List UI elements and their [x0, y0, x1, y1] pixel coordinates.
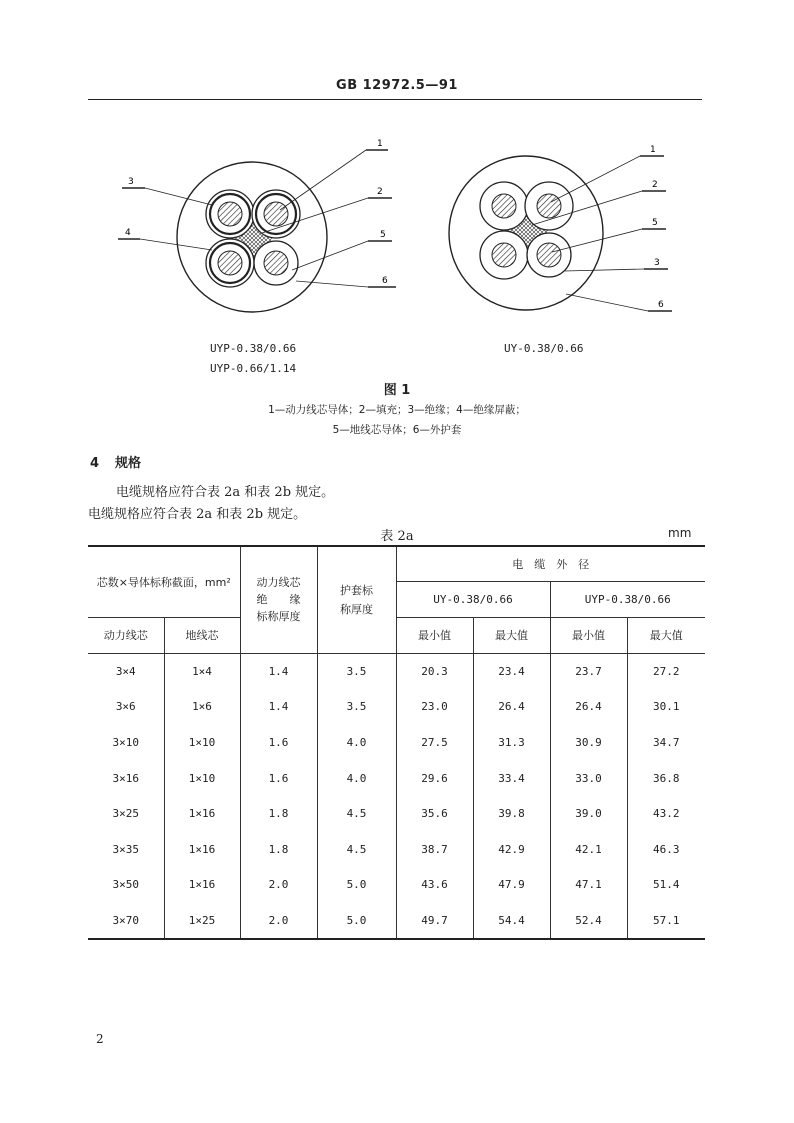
table-cell: 3×35 — [88, 831, 164, 867]
right-core-br-ground — [527, 233, 571, 277]
table-cell: 1.8 — [240, 796, 317, 832]
table-cell: 3×4 — [88, 653, 164, 689]
table-cell: 3×50 — [88, 867, 164, 903]
table-row — [88, 653, 705, 689]
table-cell: 49.7 — [396, 903, 473, 940]
header-ground-core: 地线芯 — [164, 617, 240, 653]
table-cell: 38.7 — [396, 831, 473, 867]
section-heading — [90, 452, 141, 471]
table-cell: 23.4 — [473, 653, 550, 689]
right-caption: UY-0.38/0.66 — [504, 342, 584, 355]
header-cores: 芯数×导体标称截面，mm² — [88, 546, 240, 617]
header-rule — [88, 99, 702, 100]
table-cell: 4.0 — [317, 725, 396, 761]
table-row — [88, 689, 705, 725]
table-cell: 30.1 — [627, 689, 705, 725]
left-label-6: 6 — [382, 276, 388, 286]
table-cell: 33.0 — [550, 760, 627, 796]
left-label-5: 5 — [380, 230, 386, 240]
table-cell: 1.6 — [240, 760, 317, 796]
table-cell: 1×16 — [164, 831, 240, 867]
table-cell: 3×25 — [88, 796, 164, 832]
left-caption-2: UYP-0.66/1.14 — [210, 362, 297, 375]
table-cell: 4.5 — [317, 831, 396, 867]
table-cell: 47.9 — [473, 867, 550, 903]
left-label-2: 2 — [377, 187, 383, 197]
header-uy-max: 最大值 — [473, 617, 550, 653]
table-cell: 3×16 — [88, 760, 164, 796]
page-number: 2 — [96, 1032, 104, 1046]
right-core-tl — [480, 182, 528, 230]
table-cell: 26.4 — [473, 689, 550, 725]
left-core-bl — [206, 239, 254, 287]
header-insulation — [240, 546, 317, 653]
table-cell: 1×25 — [164, 903, 240, 940]
figure-legend-line2: 5—地线芯导体；6—外护套 — [332, 424, 462, 436]
table-cell: 2.0 — [240, 867, 317, 903]
left-caption-1: UYP-0.38/0.66 — [210, 342, 297, 355]
right-core-tr — [525, 182, 573, 230]
table-cell: 23.7 — [550, 653, 627, 689]
table-cell: 4.0 — [317, 760, 396, 796]
table-cell: 46.3 — [627, 831, 705, 867]
header-uyp: UYP-0.38/0.66 — [550, 581, 705, 617]
table-cell: 30.9 — [550, 725, 627, 761]
right-cable-diagram — [449, 145, 672, 311]
table-row — [88, 796, 705, 832]
table-cell: 3×6 — [88, 689, 164, 725]
table-cell: 2.0 — [240, 903, 317, 940]
table-cell: 52.4 — [550, 903, 627, 940]
header-insulation-l1: 动力线芯 — [256, 576, 301, 590]
table-cell: 3×10 — [88, 725, 164, 761]
table-cell: 1×4 — [164, 653, 240, 689]
table-cell: 1.6 — [240, 725, 317, 761]
table-cell: 27.2 — [627, 653, 705, 689]
table-row — [88, 831, 705, 867]
header-outer-diameter: 电 缆 外 径 — [396, 546, 705, 581]
table-cell: 1.8 — [240, 831, 317, 867]
table-cell: 23.0 — [396, 689, 473, 725]
header-insulation-l3: 标称厚度 — [256, 610, 301, 624]
table-cell: 29.6 — [396, 760, 473, 796]
table-cell: 5.0 — [317, 903, 396, 940]
header-uy: UY-0.38/0.66 — [396, 581, 550, 617]
spec-table-2a — [88, 545, 705, 940]
header-sheath — [317, 546, 396, 653]
left-core-tr — [252, 190, 300, 238]
table-caption: 表 2a — [380, 529, 414, 544]
table-cell: 1×6 — [164, 689, 240, 725]
table-cell: 3.5 — [317, 689, 396, 725]
right-label-2: 2 — [652, 180, 658, 190]
table-cell: 27.5 — [396, 725, 473, 761]
table-cell: 1×16 — [164, 796, 240, 832]
figure-legend-line1: 1—动力线芯导体；2—填充；3—绝缘；4—绝缘屏蔽； — [268, 404, 526, 416]
table-cell: 31.3 — [473, 725, 550, 761]
table-cell: 1×16 — [164, 867, 240, 903]
left-label-3: 3 — [128, 177, 134, 187]
table-cell: 54.4 — [473, 903, 550, 940]
table-cell: 34.7 — [627, 725, 705, 761]
header-power-core: 动力线芯 — [88, 617, 164, 653]
table-cell: 33.4 — [473, 760, 550, 796]
left-core-br-ground — [254, 241, 298, 285]
table-cell: 42.1 — [550, 831, 627, 867]
table-cell: 51.4 — [627, 867, 705, 903]
section-title: 规格 — [115, 456, 142, 471]
section-number: 4 — [90, 456, 100, 471]
table-cell: 1.4 — [240, 653, 317, 689]
header-uyp-max: 最大值 — [627, 617, 705, 653]
left-label-4: 4 — [125, 228, 131, 238]
table-row — [88, 903, 705, 940]
left-cable-diagram — [118, 139, 396, 312]
table-cell: 4.5 — [317, 796, 396, 832]
table-cell: 36.8 — [627, 760, 705, 796]
paragraph-1: 电缆规格应符合表 2a 和表 2b 规定。 — [116, 485, 335, 500]
table-cell: 1×10 — [164, 760, 240, 796]
paragraph-2: 电缆规格应符合表 2a 和表 2b 规定。 — [88, 507, 307, 522]
table-cell: 39.8 — [473, 796, 550, 832]
table-row — [88, 867, 705, 903]
table-cell: 26.4 — [550, 689, 627, 725]
table-unit: mm — [668, 526, 692, 540]
header-sheath-l2: 称厚度 — [340, 602, 373, 616]
table-cell: 39.0 — [550, 796, 627, 832]
table-row — [88, 725, 705, 761]
table-row — [88, 760, 705, 796]
table-cell: 43.6 — [396, 867, 473, 903]
header-insulation-l2: 绝 缘 — [256, 593, 301, 607]
table-cell: 43.2 — [627, 796, 705, 832]
table-cell: 3.5 — [317, 653, 396, 689]
right-label-1: 1 — [650, 145, 656, 155]
figure-title: 图 1 — [383, 383, 411, 398]
right-core-bl — [480, 231, 528, 279]
cable-cross-section-figure — [0, 130, 794, 330]
table-cell: 47.1 — [550, 867, 627, 903]
right-label-3: 3 — [654, 258, 660, 268]
table-cell: 1×10 — [164, 725, 240, 761]
header-uy-min: 最小值 — [396, 617, 473, 653]
table-cell: 35.6 — [396, 796, 473, 832]
table-cell: 57.1 — [627, 903, 705, 940]
header-sheath-l1: 护套标 — [340, 583, 373, 597]
left-label-1: 1 — [377, 139, 383, 149]
standard-header: GB 12972.5—91 — [336, 78, 458, 93]
header-uyp-min: 最小值 — [550, 617, 627, 653]
table-cell: 42.9 — [473, 831, 550, 867]
table-cell: 20.3 — [396, 653, 473, 689]
right-label-6: 6 — [658, 300, 664, 310]
table-cell: 5.0 — [317, 867, 396, 903]
table-cell: 1.4 — [240, 689, 317, 725]
right-label-5: 5 — [652, 218, 658, 228]
left-core-tl — [206, 190, 254, 238]
table-cell: 3×70 — [88, 903, 164, 940]
